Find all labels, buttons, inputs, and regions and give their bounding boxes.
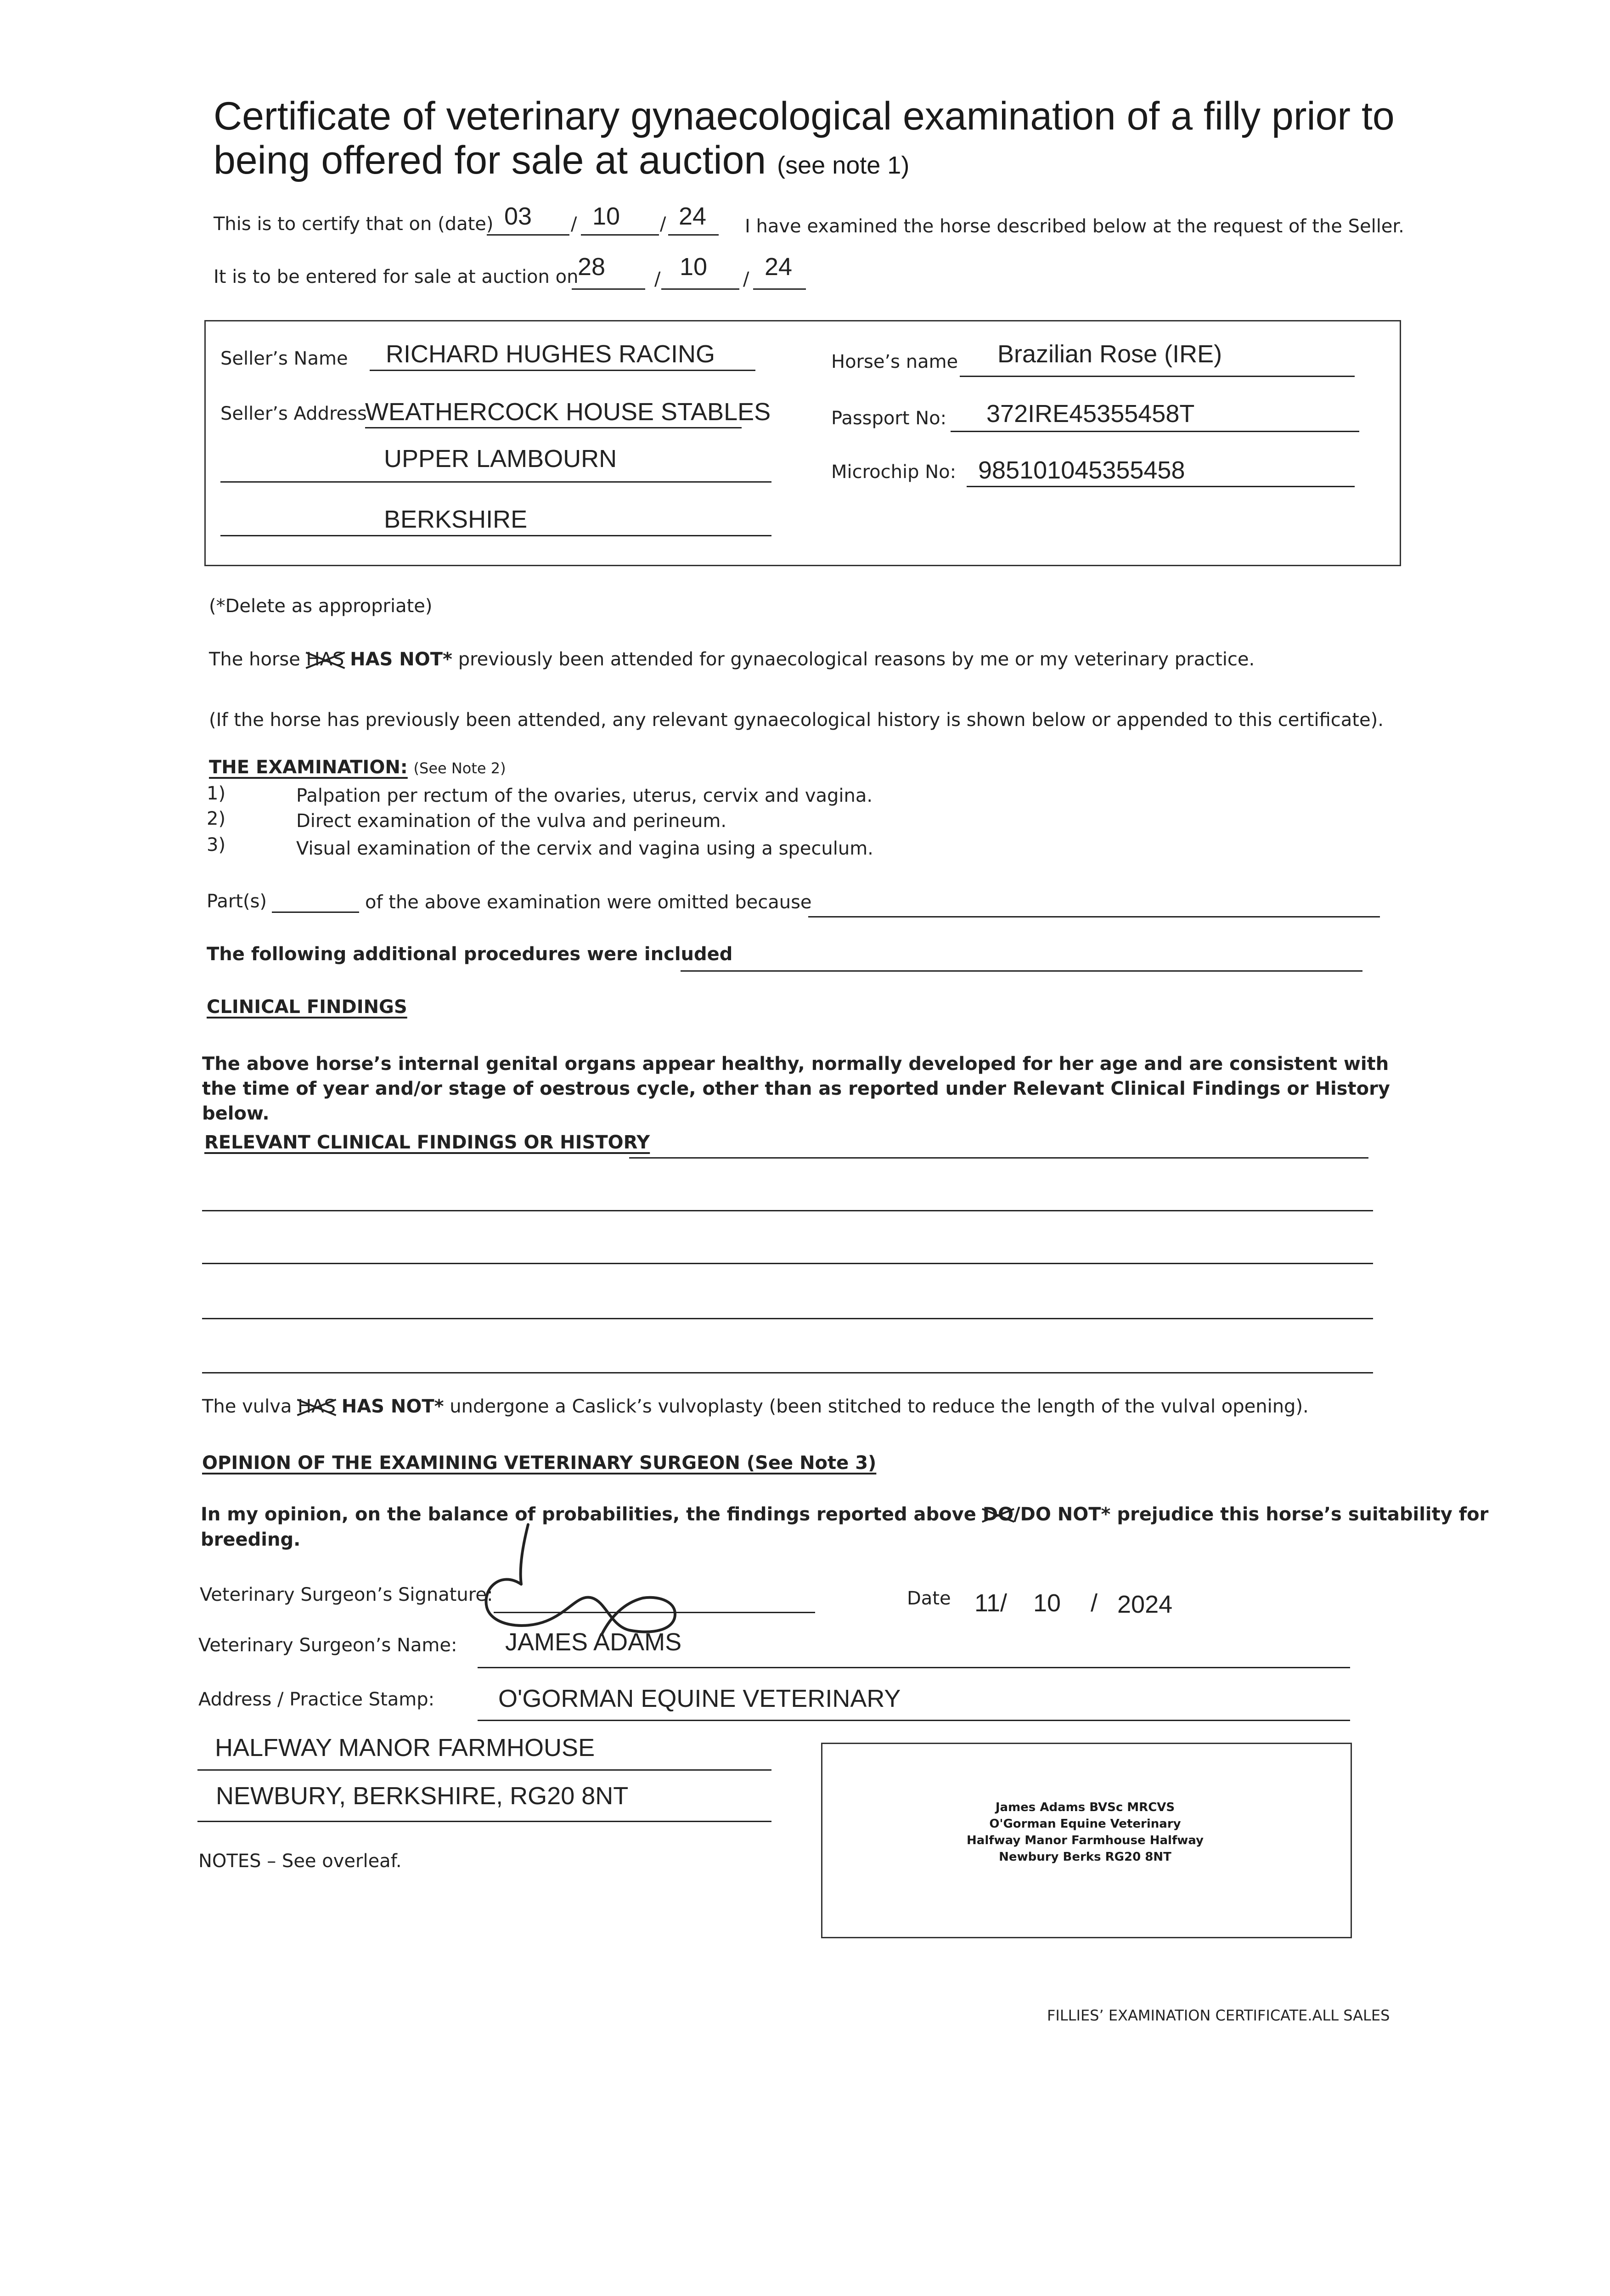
signature-line[interactable]	[494, 1612, 815, 1613]
horse-name-line	[960, 376, 1355, 377]
examination-note: (See Note 2)	[413, 760, 506, 777]
practice-line	[478, 1720, 1350, 1721]
date-year[interactable]: 2024	[1117, 1591, 1173, 1618]
signature-label: Veterinary Surgeon’s Signature:	[200, 1584, 493, 1605]
opinion-text-c: breeding.	[201, 1529, 301, 1550]
seller-address-3-line	[220, 535, 771, 536]
vet-address-1-line	[197, 1769, 771, 1771]
attended-prefix: The horse	[209, 649, 300, 670]
vulva-choice[interactable]: HAS NOT*	[341, 1396, 444, 1417]
microchip-number[interactable]: 985101045355458	[978, 456, 1185, 484]
auction-slash-2: /	[743, 269, 749, 290]
attended-struck-option[interactable]: HAS	[306, 649, 344, 670]
practice-stamp	[821, 1799, 1349, 1865]
stamp-line-2: O'Gorman Equine Veterinary	[989, 1817, 1181, 1831]
horse-name[interactable]: Brazilian Rose (IRE)	[997, 340, 1222, 368]
signature-mark	[473, 1515, 693, 1644]
auction-day-line	[572, 288, 645, 290]
auction-day[interactable]: 28	[578, 253, 606, 281]
relevant-findings-heading: RELEVANT CLINICAL FINDINGS OR HISTORY	[204, 1132, 650, 1153]
vulva-struck-option[interactable]: HAS	[298, 1396, 336, 1417]
stamp-line-3: Halfway Manor Farmhouse Halfway	[967, 1834, 1204, 1847]
opinion-text-b: /DO NOT* prejudice this horse’s suitability for	[1013, 1504, 1489, 1525]
opinion-heading: OPINION OF THE EXAMINING VETERINARY SURGEON (See Note 3)	[202, 1452, 877, 1474]
auction-prefix: It is to be entered for sale at auction on	[214, 266, 579, 287]
additional-procedures: The following additional procedures were included	[207, 944, 733, 965]
opinion-text-a: In my opinion, on the balance of probabilities, the findings reported above	[201, 1504, 976, 1525]
omitted-parts-line[interactable]	[272, 912, 359, 913]
seller-address-1[interactable]: WEATHERCOCK HOUSE STABLES	[365, 398, 771, 426]
vulva-suffix: undergone a Caslick’s vulvoplasty (been stitched to reduce the length of the vulval opening).	[450, 1396, 1309, 1417]
auction-month[interactable]: 10	[680, 253, 708, 281]
certify-day-line	[487, 234, 569, 236]
certify-slash-1: /	[571, 214, 577, 235]
vulva-statement	[202, 1396, 1309, 1417]
date-label: Date	[907, 1588, 951, 1609]
auction-year[interactable]: 24	[765, 253, 793, 281]
relevant-findings-line-3[interactable]	[202, 1263, 1373, 1264]
seller-name-line	[370, 370, 755, 371]
attended-choice[interactable]: HAS NOT*	[350, 649, 452, 670]
vet-name[interactable]: JAMES ADAMS	[505, 1628, 682, 1656]
certify-suffix: I have examined the horse described below at the request of the Seller.	[745, 216, 1404, 237]
horse-name-label: Horse’s name	[831, 351, 958, 372]
exam-item-3-text: Visual examination of the cervix and vagina using a speculum.	[296, 838, 873, 859]
exam-item-2-text: Direct examination of the vulva and perineum.	[296, 810, 727, 832]
title-note: (see note 1)	[777, 152, 910, 179]
certify-year-line	[668, 234, 719, 236]
relevant-findings-line-1[interactable]	[629, 1157, 1368, 1159]
address-label: Address / Practice Stamp:	[198, 1689, 435, 1710]
stamp-line-4: Newbury Berks RG20 8NT	[999, 1850, 1171, 1864]
passport-line	[951, 431, 1359, 432]
seller-address-label: Seller’s Address	[220, 403, 367, 424]
title-line-2	[214, 138, 1395, 187]
seller-name-label: Seller’s Name	[220, 348, 348, 369]
certify-slash-2: /	[660, 214, 666, 235]
attended-suffix: previously been attended for gynaecological reasons by me or my veterinary practice.	[458, 649, 1255, 670]
passport-number[interactable]: 372IRE45355458T	[986, 400, 1195, 428]
title-line-2-text: being offered for sale at auction	[214, 138, 766, 182]
certificate-title	[214, 94, 1395, 187]
date-month[interactable]: 10	[1033, 1589, 1061, 1617]
microchip-line	[967, 486, 1355, 487]
seller-address-3[interactable]: BERKSHIRE	[384, 506, 528, 533]
seller-address-1-line	[365, 427, 742, 428]
certify-prefix: This is to certify that on (date)	[214, 214, 494, 235]
microchip-label: Microchip No:	[831, 461, 957, 483]
exam-item-3-num: 3)	[207, 834, 226, 855]
vet-address-1[interactable]: HALFWAY MANOR FARMHOUSE	[215, 1734, 595, 1761]
exam-item-2-num: 2)	[207, 808, 226, 829]
relevant-findings-line-2[interactable]	[202, 1210, 1373, 1211]
relevant-findings-line-5[interactable]	[202, 1372, 1373, 1373]
certify-day[interactable]: 03	[504, 203, 532, 230]
attended-statement	[209, 649, 1255, 670]
opinion-statement	[201, 1504, 1488, 1525]
auction-month-line	[661, 288, 739, 290]
exam-item-1-text: Palpation per rectum of the ovaries, uterus, cervix and vagina.	[296, 785, 873, 806]
omitted-middle: of the above examination were omitted because	[365, 892, 812, 913]
omitted-prefix: Part(s)	[207, 891, 267, 912]
passport-label: Passport No:	[831, 408, 947, 429]
vet-address-2-line	[197, 1821, 771, 1822]
vulva-prefix: The vulva	[202, 1396, 292, 1417]
certify-month-line	[581, 234, 659, 236]
notes-text: NOTES – See overleaf.	[198, 1851, 402, 1872]
stamp-line-1: James Adams BVSc MRCVS	[995, 1801, 1175, 1814]
omitted-reason-line[interactable]	[808, 916, 1380, 917]
auction-slash-1: /	[654, 269, 661, 290]
title-line-1: Certificate of veterinary gynaecological examination of a filly prior to	[214, 94, 1395, 138]
vet-name-label: Veterinary Surgeon’s Name:	[198, 1635, 457, 1656]
date-separator: /	[1091, 1589, 1098, 1617]
relevant-findings-line-4[interactable]	[202, 1318, 1373, 1319]
delete-note: (*Delete as appropriate)	[209, 596, 433, 617]
practice-name[interactable]: O'GORMAN EQUINE VETERINARY	[498, 1685, 901, 1712]
additional-procedures-line[interactable]	[681, 970, 1362, 972]
certify-year[interactable]: 24	[679, 203, 707, 230]
examination-heading	[209, 757, 506, 778]
certify-month[interactable]: 10	[592, 203, 620, 230]
history-note: (If the horse has previously been attended, any relevant gynaecological history is shown below or appended to this certificate).	[209, 709, 1384, 731]
seller-address-2[interactable]: UPPER LAMBOURN	[384, 445, 617, 473]
examination-heading-text: THE EXAMINATION:	[209, 757, 408, 778]
seller-address-2-line	[220, 481, 771, 483]
clinical-findings-heading: CLINICAL FINDINGS	[207, 996, 407, 1018]
footer-label: FILLIES’ EXAMINATION CERTIFICATE.ALL SALES	[1047, 2007, 1390, 2024]
vet-name-line	[478, 1667, 1350, 1668]
auction-year-line	[753, 288, 806, 290]
clinical-findings-text: The above horse’s internal genital organs appear healthy, normally developed for her age and are consistent with the time of year and/or stage of oestrous cycle, other than as reported under Relevant Clinical Findings or History below.	[202, 1053, 1390, 1124]
date-day[interactable]: 11/	[974, 1589, 1008, 1617]
vet-address-2[interactable]: NEWBURY, BERKSHIRE, RG20 8NT	[216, 1782, 629, 1810]
opinion-struck-option[interactable]: DO	[982, 1504, 1014, 1525]
exam-item-1-num: 1)	[207, 783, 226, 804]
seller-name[interactable]: RICHARD HUGHES RACING	[386, 340, 715, 368]
